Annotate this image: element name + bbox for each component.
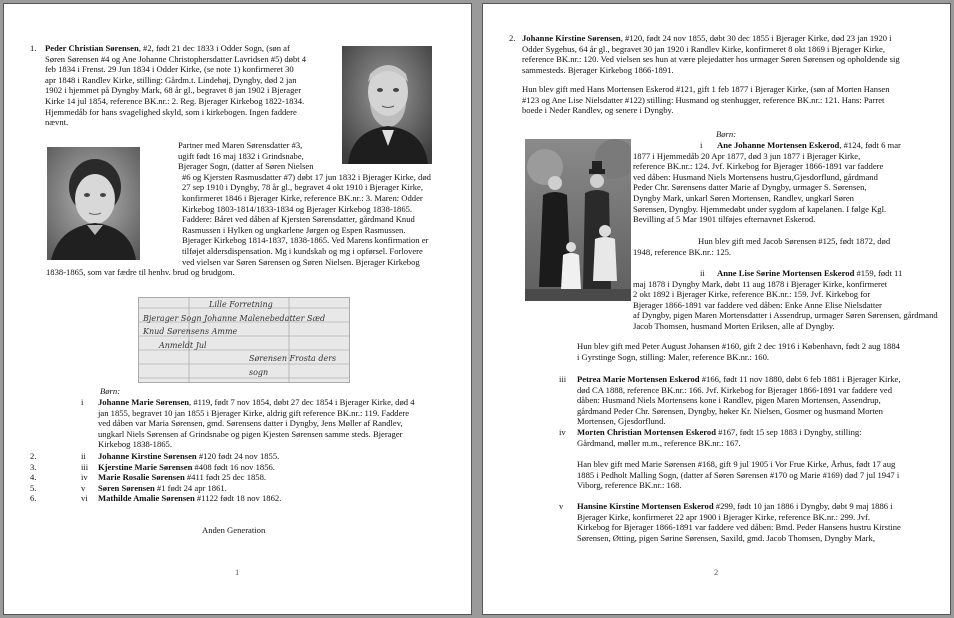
text-line: Sørensen, Øtting, pigen Sørine Sørensen, Saxild, gmd. Jacob Thomsen, Dyngby Mark,	[577, 532, 875, 543]
document-page-1	[3, 3, 472, 615]
text-line: gårdmand Peder Chr. Sørensen, Dyngby, høker Kr. Nielsen, Gosmer og husmand Morten	[577, 405, 883, 416]
child-roman: iii	[559, 374, 567, 384]
text-line: 2 okt 1892 i Bjerager Kirke, reference BK.nr.: 159. Jvf. Kirkebog for	[633, 289, 871, 300]
page-footer: Anden Generation	[202, 525, 266, 535]
child-first-line: Ane Johanne Mortensen Eskerod, #124, født 6 mar	[717, 140, 901, 150]
child-entry: Mathilde Amalie Sørensen #1122 født 18 nov 1862.	[98, 493, 282, 504]
text-line: Gårdmand, møller m.m., reference BK.nr.: 167.	[577, 437, 741, 448]
child-number: 2.	[30, 451, 37, 461]
text-line: Kirkebog 1838-1865.	[98, 439, 172, 450]
text-line: ved vielsen var Søren Sørensen og Søren Nielsen. Bjerager Kirkebog	[182, 256, 420, 267]
text-line: Bjerager Kirke, konfirmeret 22 apr 1900 i Bjerager Kirke, reference BK.nr.: 299. Jvf.	[577, 511, 871, 522]
record-line: Bjerager Sogn Johanne Malenebedatter Sæd	[143, 313, 326, 323]
person-name: Peder Christian Sørensen	[45, 43, 139, 53]
text-line: ungkarl Niels Sørensen af Grindsnabe og pigen Kjesten Sørensen samme steds. Bjerager	[98, 428, 403, 439]
text-line: reference BK.nr.: 124. Jvf. Kirkebog for Bjerager 1866-1891 var faddere	[633, 161, 884, 172]
child-number: 4.	[30, 472, 37, 483]
children-list	[30, 451, 410, 504]
child-marriage-text	[633, 236, 948, 257]
child-name: Johanne Kirstine Sørensen	[98, 451, 197, 461]
text-line: Mortensen, Gjesdorflund.	[577, 416, 666, 427]
child-name: Hansine Kirstine Mortensen Eskerod	[577, 501, 714, 511]
child-row	[30, 472, 410, 483]
child-name: Marie Rosalie Sørensen	[98, 472, 185, 483]
child-marriage-text	[577, 459, 942, 491]
text-line: feb 1834 i Frenst. 29 Jun 1834 i Odder Kirke, (se note 1) konfirmeret 30	[45, 64, 294, 75]
text-line: Bevilling af 5 Mar 1901 tilføjes efternavnet Eskerod.	[633, 214, 816, 225]
children-heading: Børn:	[100, 386, 121, 396]
page-number: 1	[235, 567, 240, 577]
family-photo	[525, 139, 631, 301]
text-line: 27 sep 1910 i Dyngby, 78 år gl., begravet 4 okt 1910 i Bjerager Kirke,	[182, 182, 423, 193]
text-line: tilføjet aldersdispensation. Mg i kundskab og mg i opførsel. Forlovere	[182, 245, 423, 256]
child-text	[577, 438, 942, 449]
text-line: nævnt.	[45, 117, 69, 128]
entry-text	[45, 54, 341, 128]
child-name: Petrea Marie Mortensen Eskerod	[577, 374, 700, 384]
text-line: Bjerager Kirkebog 1814-1837, 1838-1865. Ved Marens konfirmation er	[182, 235, 429, 246]
child-number: 3.	[30, 461, 37, 472]
child-roman: ii	[700, 268, 705, 278]
child-marriage-text	[577, 341, 942, 362]
child-name: Ane Johanne Mortensen Eskerod	[717, 140, 840, 150]
child-entry: Kjerstine Marie Sørensen #408 født 16 nov 1856.	[98, 461, 275, 472]
entry-first-line: Peder Christian Sørensen, #2, født 21 dec 1833 i Odder Sogn, (søn af	[45, 43, 290, 53]
child-first-line: Anne Lise Sørine Mortensen Eskerod #159, født 11	[717, 268, 903, 278]
child-first-line: Petrea Marie Mortensen Eskerod #166, født 11 nov 1880, døbt 6 feb 1881 i Bjerager Kirke,	[577, 374, 901, 384]
child-text	[577, 512, 942, 544]
text-line: #6 og Kjersten Rasmusdatter #7) døbt 17 jun 1832 i Bjerager Kirke, død	[182, 171, 431, 182]
child-number: 5.	[30, 482, 37, 493]
child-roman: ii	[81, 451, 86, 461]
text-line: #123 og Ane Lise Nielsdatter #122) stilling: Husmand og stenhugger, reference BK.nr.: 121. Hans: Parret	[522, 94, 885, 105]
child-number: 6.	[30, 493, 37, 504]
child-text	[577, 385, 942, 427]
entry-number: 1.	[30, 43, 37, 53]
text-line: Rasmussen i Hylken og ungkarlene Jørgen og Espen Rasmussen.	[182, 224, 406, 235]
text-line: reference BK.nr.: 120. Ved vielsen ses hun at være plejedatter hos urmager Søren Sørensen og opholdende sig	[522, 54, 900, 65]
text-line: dåben: Husmand Niels Mortensens kone i Randlev, pigen Maren Mortensen, Assendrup,	[577, 395, 881, 406]
child-roman: i	[700, 140, 703, 150]
page-number: 2	[714, 567, 719, 577]
child-row	[30, 483, 410, 494]
text-line: sammesteds. Bjerager Kirkebog 1866-1891.	[522, 64, 674, 75]
child-roman: iv	[559, 427, 566, 437]
text-line: Odder Sygehus, 64 år gl., begravet 30 jan 1920 i Randlev Kirke, konfirmeret 8 okt 1869 i Bjerager Kirke,	[522, 43, 885, 54]
text-line: Kirkebog 1803-1814/1833-1834 og Bjerager Kirkebog 1838-1865.	[182, 203, 413, 214]
text-line: Peder Chr. Sørensens datter Marie af Dyngby, urmager S. Sørensen,	[633, 182, 867, 193]
child-row	[30, 451, 410, 462]
child-text	[633, 279, 948, 332]
text-line: Bjerager Sogn, (datter af Søren Nielsen	[178, 161, 314, 172]
child-first-line: Morten Christian Mortensen Eskerod #167, født 15 sep 1883 i Dyngby, stilling:	[577, 427, 862, 437]
child-name: Johanne Marie Sørensen	[98, 397, 190, 407]
text-line: i Gyrstinge Sogn, stilling: Maler, reference BK.nr.: 160.	[577, 351, 770, 362]
text-line: Sørensen, Dyngby. Hjemmedøbt under sygdom af kapelanen. I følge Kgl.	[633, 203, 887, 214]
entry-number: 2.	[509, 33, 516, 43]
text-line: Jacob Thomsen, husmand Morten Eriksen, alle af Dyngby.	[633, 320, 835, 331]
record-line: Anmeldt Jul	[159, 340, 207, 350]
marriage-text	[522, 84, 942, 116]
text-line: Søren Sørensen #4 og Ane Johanne Christophersdatter Lavridsen #5) døbt 4	[45, 53, 307, 64]
text-line: Hjemmedåb for hans svagelighed skyld, som i kirkebogen. Ingen faddere	[45, 106, 297, 117]
text-line: 1885 i Pedholt Malling Sogn, (datter af Søren Sørensen #170 og Marie #169) død 7 jul 1947 i	[577, 469, 900, 480]
child-roman: vi	[81, 493, 88, 504]
text-line: maj 1878 i Dyngby Mark, døbt 11 aug 1878 i Bjerager Kirke, konfirmeret	[633, 278, 888, 289]
text-line: konfirmeret 1846 i Bjerager Kirke, reference BK.nr.: 3. Maren: Odder	[182, 192, 423, 203]
child-roman: i	[81, 397, 84, 407]
partner-text	[46, 140, 450, 278]
text-line: af Dyngby, pigen Maren Mortensdatter i Assendrup, urmager Søren Sørensen, gårdmand	[633, 310, 938, 321]
text-line: boede i Neder Randlev, og senere i Dyngby.	[522, 105, 674, 116]
text-line: apr 1848 i Randlev Kirke, stilling: Gårdm.t. Lindehøj, Dyngby, død 2 jan	[45, 74, 297, 85]
text-line: Faddere: Båret ved dåben af Kjersten Sørensdatter, gårdmand Knud	[182, 214, 415, 225]
entry-text	[522, 44, 942, 76]
text-line: 1877 i Hjemmedåb 20 Apr 1877, død 3 jun 1877 i Bjerager Kirke,	[633, 150, 861, 161]
text-line: 1948, reference BK.nr.: 125.	[633, 246, 732, 257]
document-page-2	[482, 3, 951, 615]
child-first-line: Johanne Marie Sørensen, #119, født 7 nov 1854, døbt 27 dec 1854 i Bjerager Kirke, død 4	[98, 397, 415, 407]
text-line: Bjerager 1866-1891 var faddere ved dåben: Enke Anne Elise Nielsdatter	[633, 299, 882, 310]
person-name: Johanne Kirstine Sørensen	[522, 33, 621, 43]
child-entry: Johanne Kirstine Sørensen #120 født 24 nov 1855.	[98, 451, 280, 461]
record-line: Knud Sørensens Amme	[143, 327, 238, 336]
child-roman: v	[81, 482, 86, 493]
text-line: ved dåben: Husmand Niels Mortensens hustru,Gjesdorflund, gårdmand	[633, 171, 878, 182]
text-line: Hun blev gift med Jacob Sørensen #125, født 1872, død	[698, 236, 891, 246]
child-name: Mathilde Amalie Sørensen	[98, 493, 195, 504]
child-name: Anne Lise Sørine Mortensen Eskerod	[717, 268, 855, 278]
text-line: død CA 1888, reference BK.nr.: 166. Jvf. Kirkebog for Bjerager 1866-1891 var faddere ved	[577, 384, 893, 395]
text-line: Hun blev gift med Hans Mortensen Eskerod #121, gift 1 feb 1877 i Bjerager Kirke, (søn af Morten Hansen	[522, 84, 890, 94]
children-heading: Børn:	[716, 129, 737, 139]
text-line: Hun blev gift med Peter August Johansen #160, gift 2 dec 1916 i København, født 2 aug 1884	[577, 341, 900, 351]
entry-first-line: Johanne Kirstine Sørensen, #120, født 24 nov 1855, døbt 30 dec 1855 i Bjerager Kirke, død 23 jan 1920 i	[522, 33, 892, 43]
text-line: jan 1855, begravet 10 jan 1855 i Bjerager Kirke, aldrig gift reference BK.nr.: 119. Faddere	[98, 407, 410, 418]
text-line: 1838-1865, som var fædre til henhv. brud og brudgom.	[46, 267, 235, 278]
text-line: Han blev gift med Marie Sørensen #168, gift 9 jul 1905 i Vor Frue Kirke, Århus, født 17 aug	[577, 459, 896, 469]
text-line: Kirkebog for Bjerager 1866-1891 var faddere ved dåben: Bmd. Peder Hansens hustru Kirstine	[577, 522, 901, 533]
child-name: Søren Sørensen	[98, 482, 155, 493]
child-text	[98, 408, 448, 450]
child-roman: v	[559, 501, 564, 511]
text-line: Kirke 14 jul 1854, reference BK.nr.: 2. Reg. Bjerager Kirkebog 1822-1834.	[45, 95, 305, 106]
record-line: Lille Forretning	[209, 300, 273, 309]
text-line: Partner med Maren Sørensdatter #3,	[178, 140, 303, 150]
child-entry: Marie Rosalie Sørensen #411 født 25 dec 1858.	[98, 472, 267, 483]
text-line: ved dåben var Maria Sørensen, gmd. Sørensens datter i Dyngby, Jens Møller af Randlev,	[98, 418, 403, 429]
text-line: 1902 i hjemmet på Dyngby Mark, 68 år gl., begravet 8 jan 1902 i Bjerager	[45, 85, 302, 96]
child-roman: iii	[81, 461, 89, 472]
record-line: Sørensen Frosta ders sogn	[249, 354, 337, 377]
child-roman: iv	[81, 472, 88, 483]
text-line: Dyngby Mark, unkarl Søren Mortensen, Randlev, ungkarl Søren	[633, 192, 854, 203]
child-entry: Søren Sørensen #1 født 24 apr 1861.	[98, 482, 227, 493]
child-name: Morten Christian Mortensen Eskerod	[577, 427, 717, 437]
child-name: Kjerstine Marie Sørensen	[98, 461, 193, 472]
text-line: ugift født 16 maj 1832 i Grindsnabe,	[178, 150, 304, 161]
child-first-line: Hansine Kirstine Mortensen Eskerod #299, født 10 jan 1886 i Dyngby, døbt 9 maj 1886 i	[577, 501, 893, 511]
text-line: Viborg, reference BK.nr.: 168.	[577, 480, 682, 491]
child-text	[633, 151, 948, 225]
child-row	[30, 462, 410, 473]
church-record-scan	[138, 297, 350, 383]
child-row	[30, 493, 410, 504]
